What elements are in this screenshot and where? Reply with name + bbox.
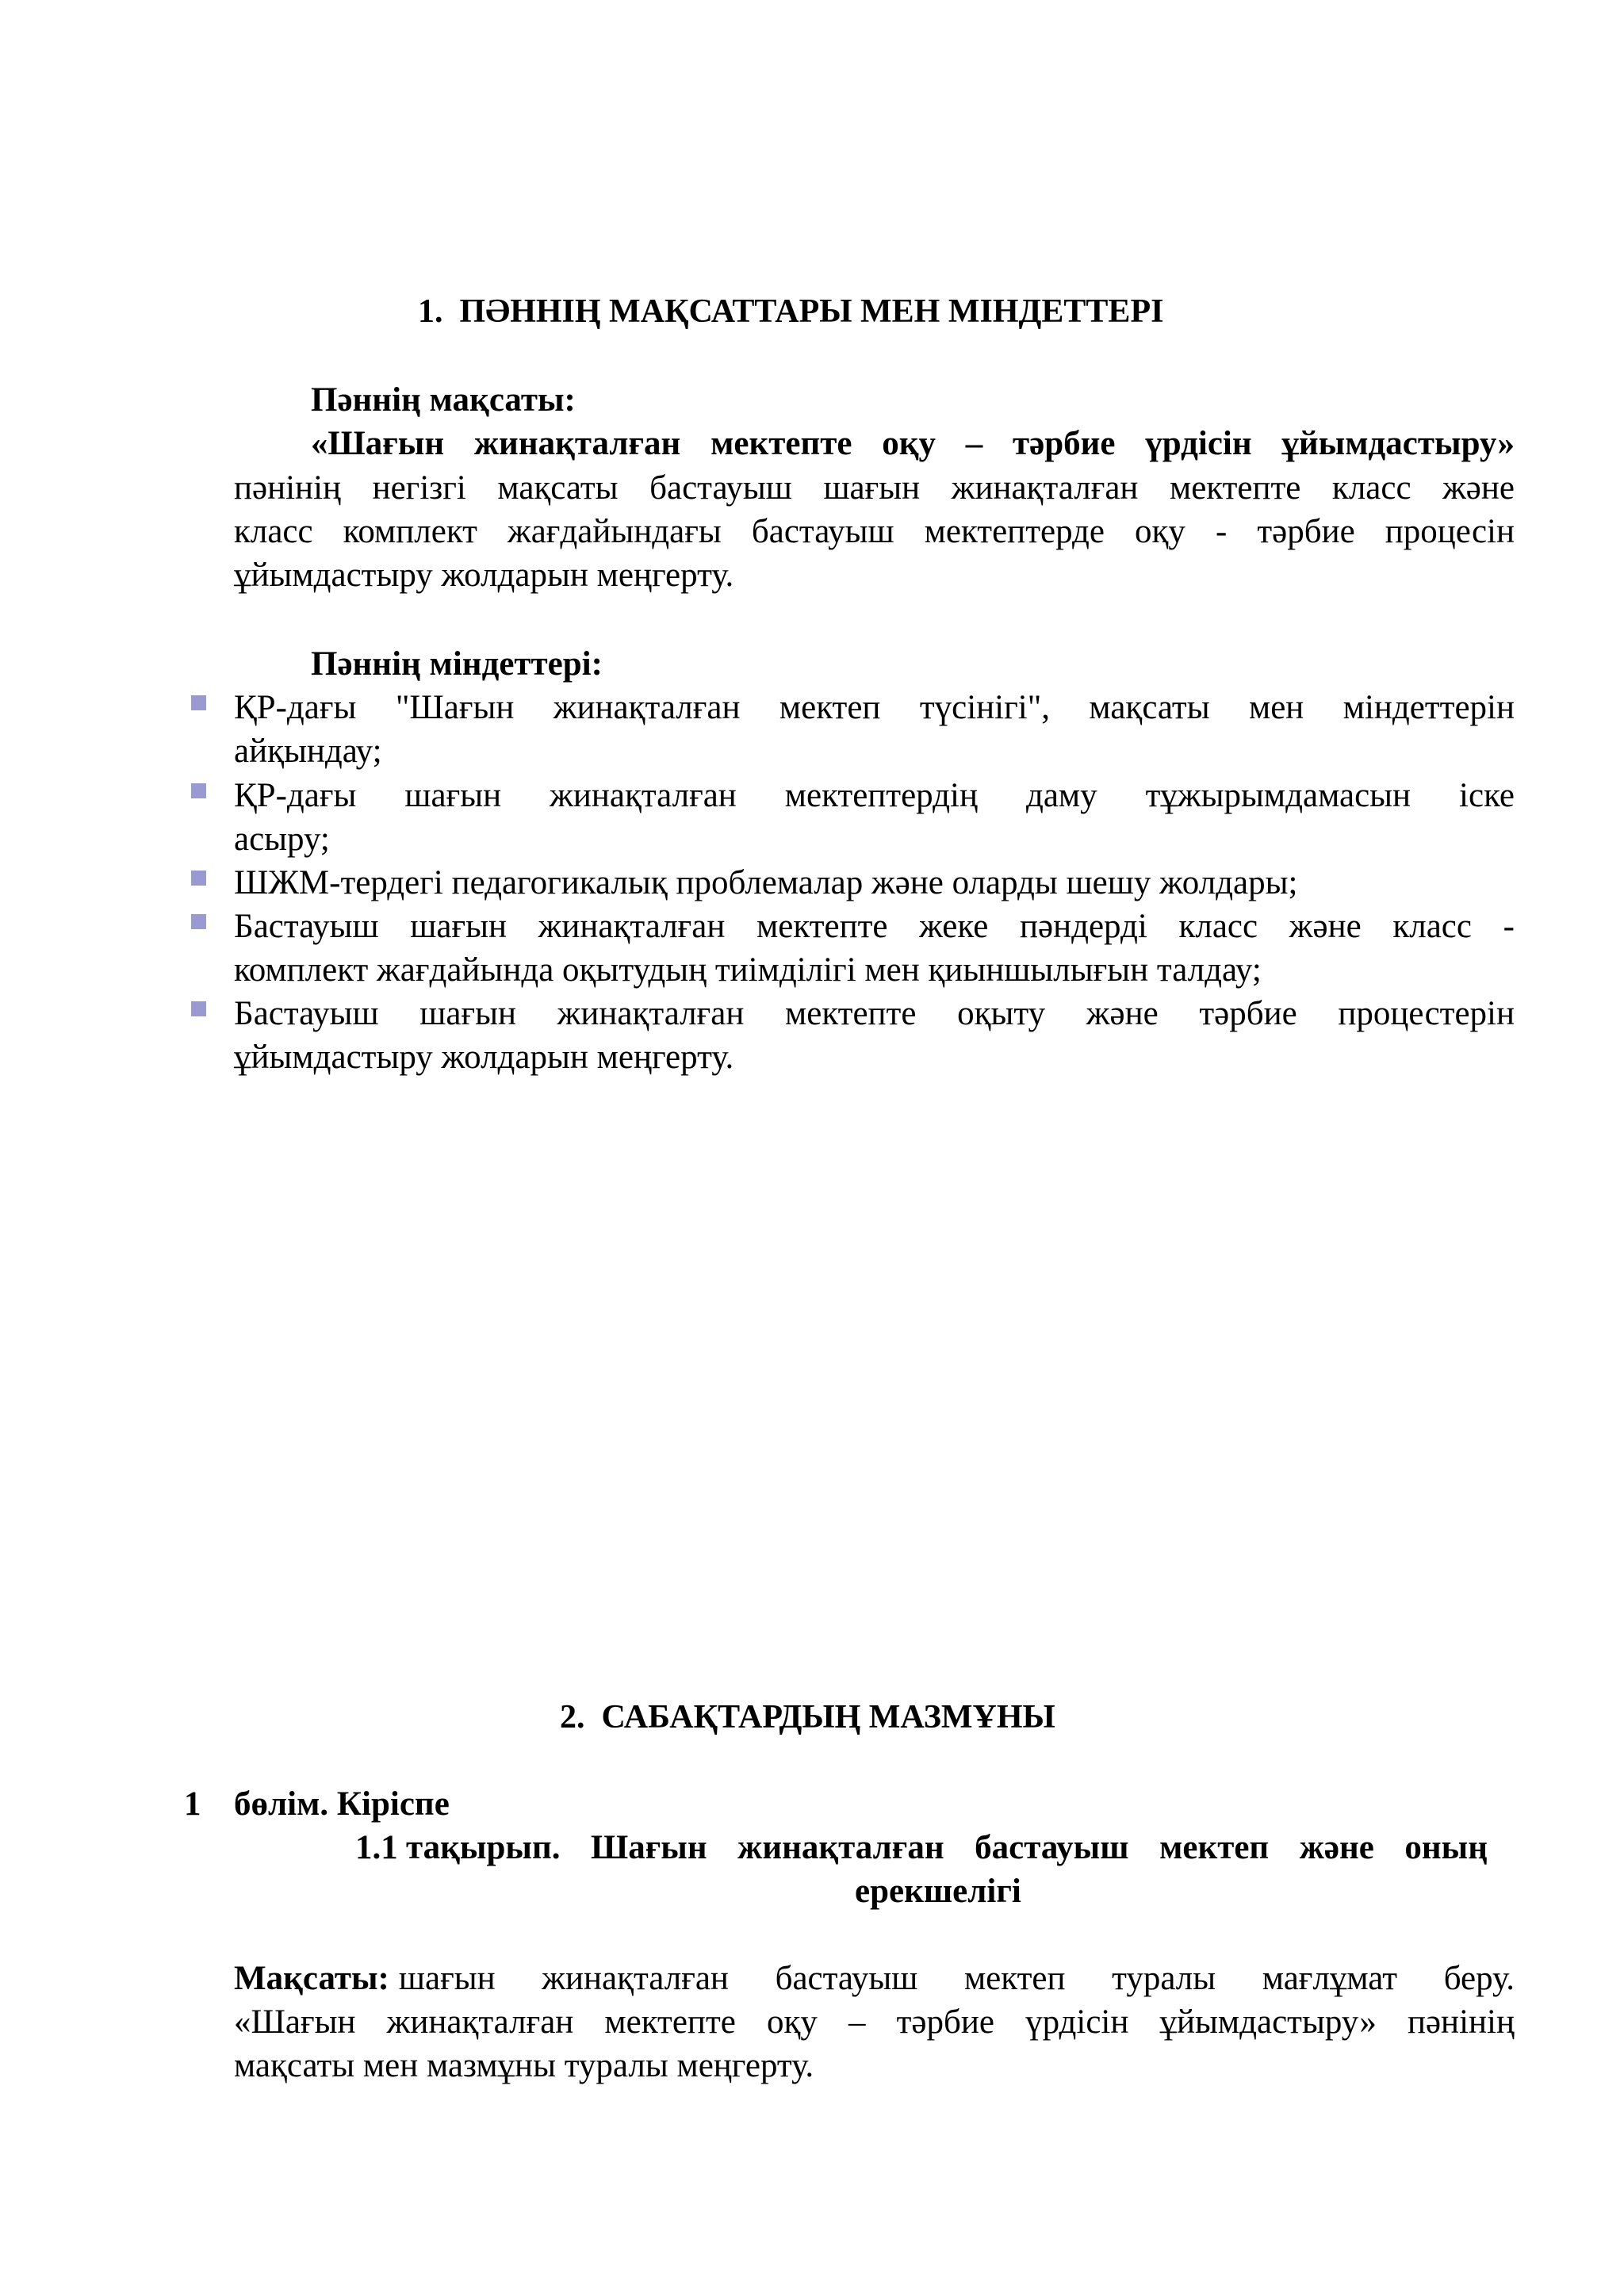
aim-line: мақсаты мен мазмұны туралы меңгерту. <box>234 2047 814 2084</box>
aim-text: шағын жинақталған бастауыш мектеп туралы мағлұмат беру. <box>398 1960 1515 1997</box>
part-number: 1 <box>184 1785 201 1823</box>
task-item-line: ұйымдастыру жолдарын меңгерту. <box>234 1039 734 1076</box>
bullet-icon <box>191 1001 206 1016</box>
goal-line: класс комплект жағдайындағы бастауыш мектептерде оқу - тәрбие процесін <box>234 513 1515 550</box>
bullet-icon <box>191 914 206 929</box>
section-1-number: 1. <box>418 293 443 330</box>
aim-line <box>234 1957 1515 2001</box>
topic-title-line: ерекшелігі <box>855 1873 1021 1910</box>
topic-title-line: тақырып. Шағын жинақталған бастауыш мектеп және оның <box>406 1829 1488 1866</box>
section-2-number: 2. <box>560 1699 585 1735</box>
task-item-line: ҚР-дағы "Шағын жинақталған мектеп түсінігі", мақсаты мен міндеттерін <box>234 689 1515 726</box>
section-1-title: ПӘННІҢ МАҚСАТТАРЫ МЕН МІНДЕТТЕРІ <box>459 293 1164 330</box>
goal-line: ұйымдастыру жолдарын меңгерту. <box>234 557 734 594</box>
task-item-line: комплект жағдайында оқытудың тиімділігі мен қиыншылығын талдау; <box>234 951 1262 989</box>
aim-line: «Шағын жинақталған мектепте оқу – тәрбие үрдісін ұйымдастыру» пәнінің <box>234 2003 1515 2041</box>
task-item-line: Бастауыш шағын жинақталған мектепте оқыту және тәрбие процестерін <box>234 995 1515 1032</box>
topic-number: 1.1 <box>355 1829 398 1866</box>
task-item-line: Бастауыш шағын жинақталған мектепте жеке пәндерді класс және класс - <box>234 908 1515 945</box>
bullet-icon <box>191 783 206 798</box>
tasks-heading: Пәннің міндеттері: <box>311 645 603 683</box>
section-2-title: САБАҚТАРДЫҢ МАЗМҰНЫ <box>601 1699 1055 1735</box>
task-item-line: ШЖМ-тердегі педагогикалық проблемалар және оларды шешу жолдары; <box>234 864 1298 901</box>
task-item-line: айқындау; <box>234 733 382 770</box>
goal-course-name: «Шағын жинақталған мектепте оқу – тәрбие үрдісін ұйымдастыру» <box>311 425 1515 462</box>
goal-line: пәнінің негізгі мақсаты бастауыш шағын жинақталған мектепте класс және <box>234 469 1515 507</box>
task-item-line: ҚР-дағы шағын жинақталған мектептердің даму тұжырымдамасын іске <box>234 777 1515 814</box>
bullet-icon <box>191 871 206 886</box>
task-item-line: асыру; <box>234 821 330 858</box>
section-2-heading <box>560 1695 1055 1739</box>
bullet-icon <box>191 695 206 710</box>
aim-label: Мақсаты: <box>234 1960 389 1997</box>
part-title: бөлім. Кіріспе <box>234 1785 450 1823</box>
goal-heading: Пәннің мақсаты: <box>311 381 576 419</box>
section-1-heading <box>418 289 1163 334</box>
